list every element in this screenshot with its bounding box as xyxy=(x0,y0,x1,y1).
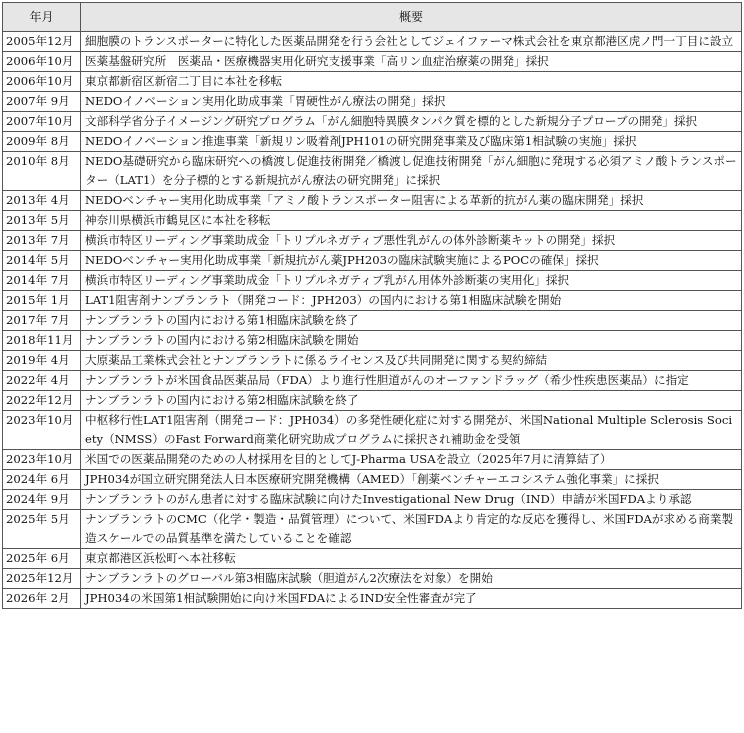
table-row xyxy=(3,510,742,549)
row-date: 2018年11月 xyxy=(3,331,81,351)
row-summary: 横浜市特区リーディング事業助成金「トリプルネガティブ悪性乳がんの体外診断薬キットの開発」採択 xyxy=(81,231,742,251)
row-summary: ナンブランラトのCMC（化学・製造・品質管理）について、米国FDAより肯定的な反応を獲得し、米国FDAが求める商業製造スケールでの品質基準を満たしていることを確認 xyxy=(81,510,742,549)
row-summary: JPH034の米国第1相試験開始に向け米国FDAによるIND安全性審査が完了 xyxy=(81,589,742,609)
table-row xyxy=(3,112,742,132)
row-summary: ナンブランラトの国内における第2相臨床試験を開始 xyxy=(81,331,742,351)
row-summary: NEDOイノベーション実用化助成事業「胃硬性がん療法の開発」採択 xyxy=(81,92,742,112)
row-summary: ナンブランラトのがん患者に対する臨床試験に向けたInvestigational New Drug（IND）申請が米国FDAより承認 xyxy=(81,490,742,510)
table-row xyxy=(3,371,742,391)
row-summary: 中枢移行性LAT1阻害剤（開発コード：JPH034）の多発性硬化症に対する開発が、米国National Multiple Sclerosis Society（NMSS）のFast Forward商業化研究助成プログラムに採択され補助金を受領 xyxy=(81,411,742,450)
header-row xyxy=(3,3,742,32)
row-date: 2013年 7月 xyxy=(3,231,81,251)
row-date: 2013年 4月 xyxy=(3,191,81,211)
row-summary: 横浜市特区リーディング事業助成金「トリプルネガティブ乳がん用体外診断薬の実用化」採択 xyxy=(81,271,742,291)
row-date: 2023年10月 xyxy=(3,450,81,470)
row-date: 2022年 4月 xyxy=(3,371,81,391)
header-date: 年月 xyxy=(3,3,81,32)
row-date: 2024年 6月 xyxy=(3,470,81,490)
row-summary: 神奈川県横浜市鶴見区に本社を移転 xyxy=(81,211,742,231)
table-row xyxy=(3,331,742,351)
table-row xyxy=(3,32,742,52)
row-date: 2006年10月 xyxy=(3,72,81,92)
table-row xyxy=(3,391,742,411)
table-row xyxy=(3,450,742,470)
row-date: 2014年 5月 xyxy=(3,251,81,271)
row-date: 2025年 5月 xyxy=(3,510,81,549)
history-table xyxy=(2,2,742,609)
table-row xyxy=(3,589,742,609)
row-date: 2024年 9月 xyxy=(3,490,81,510)
row-summary: ナンブランラトのグローバル第3相臨床試験（胆道がん2次療法を対象）を開始 xyxy=(81,569,742,589)
row-summary: LAT1阻害剤ナンブランラト（開発コード：JPH203）の国内における第1相臨床試験を開始 xyxy=(81,291,742,311)
table-row xyxy=(3,251,742,271)
row-summary: 東京都新宿区新宿二丁目に本社を移転 xyxy=(81,72,742,92)
header-summary: 概要 xyxy=(81,3,742,32)
table-row xyxy=(3,490,742,510)
table-row xyxy=(3,569,742,589)
row-date: 2007年10月 xyxy=(3,112,81,132)
table-row xyxy=(3,351,742,371)
table-row xyxy=(3,291,742,311)
table-row xyxy=(3,152,742,191)
row-date: 2022年12月 xyxy=(3,391,81,411)
row-summary: JPH034が国立研究開発法人日本医療研究開発機構（AMED）「創薬ベンチャーエコシステム強化事業」に採択 xyxy=(81,470,742,490)
row-summary: ナンブランラトの国内における第1相臨床試験を終了 xyxy=(81,311,742,331)
row-summary: NEDOベンチャー実用化助成事業「アミノ酸トランスポーター阻害による革新的抗がん薬の臨床開発」採択 xyxy=(81,191,742,211)
row-summary: 文部科学省分子イメージング研究プログラム「がん細胞特異膜タンパク質を標的とした新規分子プローブの開発」採択 xyxy=(81,112,742,132)
table-row xyxy=(3,92,742,112)
row-date: 2014年 7月 xyxy=(3,271,81,291)
table-row xyxy=(3,231,742,251)
row-date: 2025年 6月 xyxy=(3,549,81,569)
row-date: 2025年12月 xyxy=(3,569,81,589)
row-date: 2007年 9月 xyxy=(3,92,81,112)
row-summary: 大原薬品工業株式会社とナンブランラトに係るライセンス及び共同開発に関する契約締結 xyxy=(81,351,742,371)
table-row xyxy=(3,72,742,92)
row-summary: 東京都港区浜松町へ本社移転 xyxy=(81,549,742,569)
row-summary: 米国での医薬品開発のための人材採用を目的としてJ-Pharma USAを設立（2025年7月に清算結了） xyxy=(81,450,742,470)
row-summary: NEDO基礎研究から臨床研究への橋渡し促進技術開発／橋渡し促進技術開発「がん細胞に発現する必須アミノ酸トランスポーター（LAT1）を分子標的とする新規抗がん療法の研究開発」に採択 xyxy=(81,152,742,191)
table-row xyxy=(3,411,742,450)
table-row xyxy=(3,470,742,490)
row-date: 2019年 4月 xyxy=(3,351,81,371)
row-date: 2009年 8月 xyxy=(3,132,81,152)
row-date: 2017年 7月 xyxy=(3,311,81,331)
row-summary: NEDOイノベーション推進事業「新規リン吸着剤JPH101の研究開発事業及び臨床第1相試験の実施」採択 xyxy=(81,132,742,152)
row-date: 2006年10月 xyxy=(3,52,81,72)
table-row xyxy=(3,132,742,152)
row-date: 2015年 1月 xyxy=(3,291,81,311)
table-row xyxy=(3,52,742,72)
row-date: 2013年 5月 xyxy=(3,211,81,231)
row-summary: NEDOベンチャー実用化助成事業「新規抗がん薬JPH203の臨床試験実施によるPOCの確保」採択 xyxy=(81,251,742,271)
row-date: 2005年12月 xyxy=(3,32,81,52)
row-summary: 医薬基盤研究所 医薬品・医療機器実用化研究支援事業「高リン血症治療薬の開発」採択 xyxy=(81,52,742,72)
row-summary: ナンブランラトが米国食品医薬品局（FDA）より進行性胆道がんのオーファンドラッグ（希少性疾患医薬品）に指定 xyxy=(81,371,742,391)
table-row xyxy=(3,271,742,291)
table-row xyxy=(3,549,742,569)
row-summary: ナンブランラトの国内における第2相臨床試験を終了 xyxy=(81,391,742,411)
row-date: 2026年 2月 xyxy=(3,589,81,609)
table-row xyxy=(3,311,742,331)
row-date: 2010年 8月 xyxy=(3,152,81,191)
table-row xyxy=(3,191,742,211)
row-summary: 細胞膜のトランスポーターに特化した医薬品開発を行う会社としてジェイファーマ株式会社を東京都港区虎ノ門一丁目に設立 xyxy=(81,32,742,52)
table-row xyxy=(3,211,742,231)
row-date: 2023年10月 xyxy=(3,411,81,450)
